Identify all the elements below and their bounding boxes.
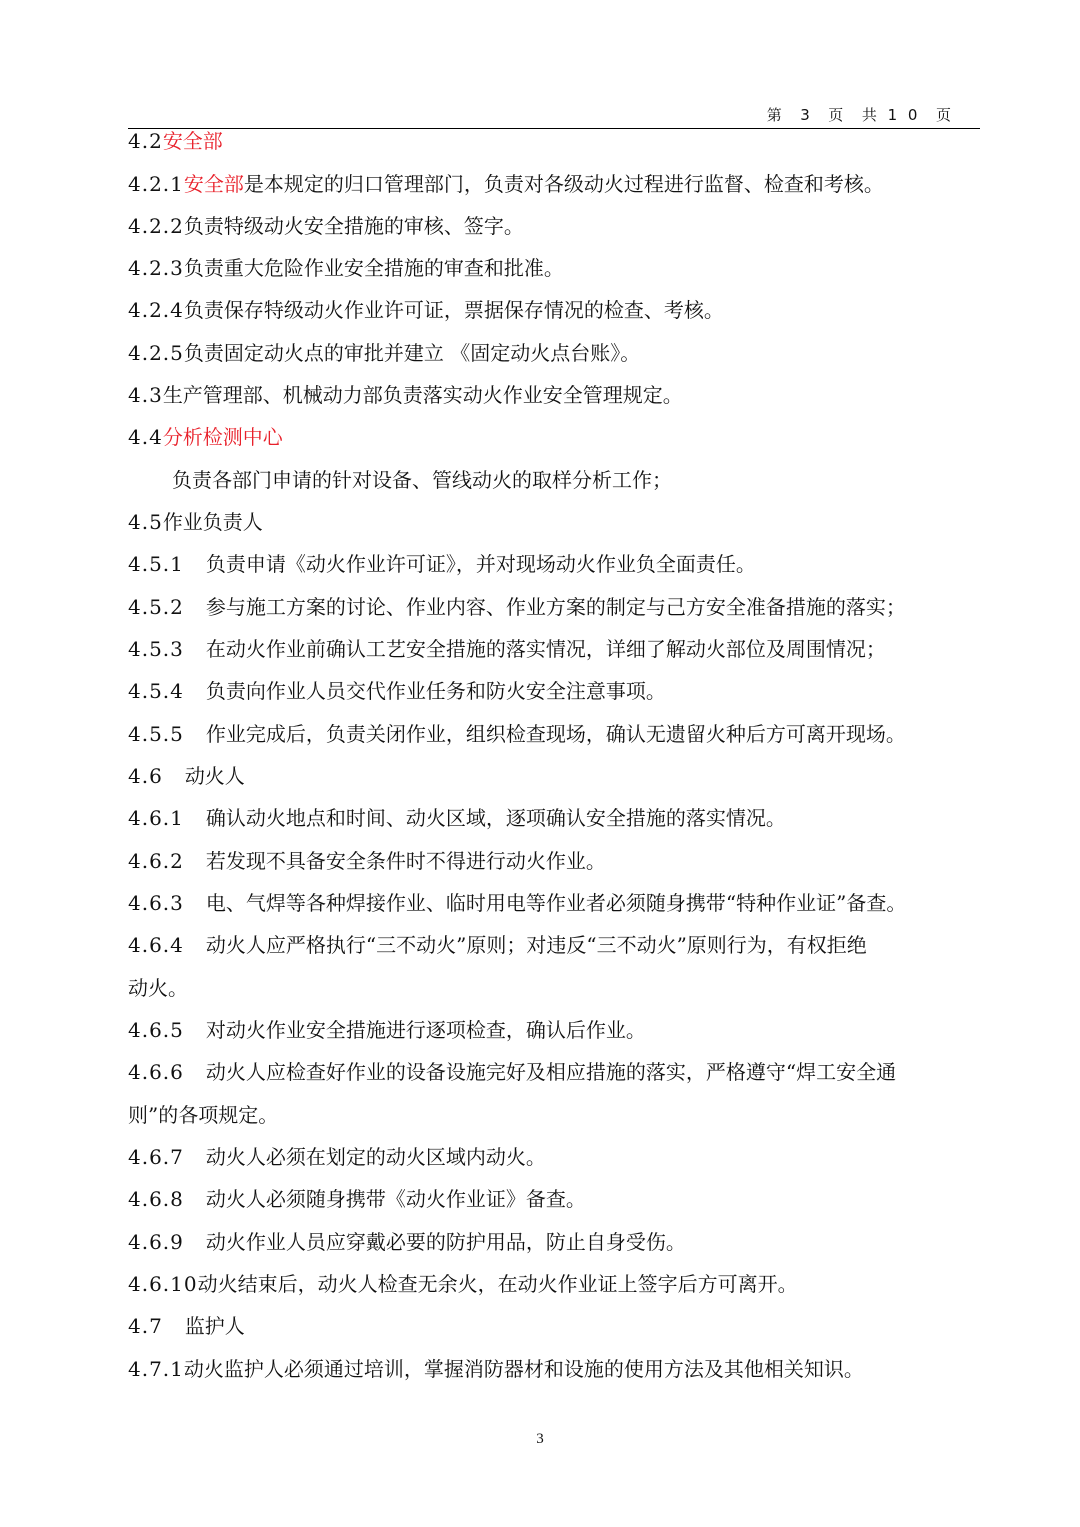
section-number: 4.2.4 (128, 298, 184, 322)
paragraph-line (128, 677, 988, 705)
line-text: 负责重大危险作业安全措施的审查和批准。 (183, 256, 564, 280)
section-number: 4.6.4 (128, 933, 184, 957)
paragraph-line (128, 1355, 988, 1383)
highlighted-department: 分析检测中心 (162, 425, 283, 449)
line-text: 负责固定动火点的审批并建立 《固定动火点台账》。 (183, 341, 641, 365)
line-text: 动火人应检查好作业的设备设施完好及相应措施的落实，严格遵守“焊工安全通 (205, 1060, 897, 1084)
paragraph-line (128, 1185, 988, 1213)
paragraph-line (128, 804, 988, 832)
section-number: 4.5.1 (128, 552, 184, 576)
section-number: 4.6.5 (128, 1018, 184, 1042)
section-number: 4.2.1 (128, 172, 184, 196)
page-number: 3 (536, 1431, 544, 1447)
paragraph-line (128, 423, 988, 451)
line-text: 参与施工方案的讨论、作业内容、作业方案的制定与己方安全准备措施的落实； (205, 595, 906, 619)
paragraph-line (128, 170, 988, 198)
line-text: 若发现不具备安全条件时不得进行动火作业。 (205, 849, 606, 873)
paragraph-line (128, 381, 988, 409)
section-number: 4.6.8 (128, 1187, 184, 1211)
line-text: 电、气焊等各种焊接作业、临时用电等作业者必须随身携带“特种作业证”备查。 (205, 891, 907, 915)
paragraph-line (128, 212, 988, 240)
line-text: 作业负责人 (162, 510, 263, 534)
page-indicator: 第 3 页 共 1 0 页 (766, 106, 954, 124)
paragraph-line (128, 127, 988, 155)
line-text: 动火人必须在划定的动火区域内动火。 (205, 1145, 546, 1169)
highlighted-department: 安全部 (183, 172, 244, 196)
line-text: 是本规定的归口管理部门，负责对各级动火过程进行监督、检查和考核。 (243, 172, 884, 196)
line-text: 动火作业人员应穿戴必要的防护用品，防止自身受伤。 (205, 1230, 686, 1254)
paragraph-line (128, 508, 988, 536)
line-text: 负责向作业人员交代作业任务和防火安全注意事项。 (205, 679, 666, 703)
section-number: 4.6.1 (128, 806, 184, 830)
paragraph-line (128, 974, 988, 1002)
highlighted-department: 安全部 (162, 129, 223, 153)
paragraph-line (128, 1228, 988, 1256)
section-number: 4.5 (128, 510, 163, 534)
line-text: 动火人必须随身携带《动火作业证》备查。 (205, 1187, 586, 1211)
section-number: 4.2 (128, 129, 163, 153)
line-text: 负责特级动火安全措施的审核、签字。 (183, 214, 524, 238)
paragraph-line (128, 1312, 988, 1340)
paragraph-line (128, 1101, 988, 1129)
paragraph-line (128, 720, 988, 748)
paragraph-line (128, 847, 988, 875)
line-text: 则”的各项规定。 (128, 1103, 279, 1127)
section-number: 4.2.2 (128, 214, 184, 238)
section-number: 4.6.10 (128, 1272, 198, 1296)
line-text: 作业完成后，负责关闭作业，组织检查现场，确认无遗留火种后方可离开现场。 (205, 722, 906, 746)
paragraph-line (128, 1016, 988, 1044)
section-number: 4.5.5 (128, 722, 184, 746)
line-text: 动火。 (128, 976, 188, 1000)
section-number: 4.5.2 (128, 595, 184, 619)
paragraph-line (128, 339, 988, 367)
line-text: 负责保存特级动火作业许可证，票据保存情况的检查、考核。 (183, 298, 724, 322)
line-text: 动火人 (184, 764, 245, 788)
paragraph-line (128, 296, 988, 324)
section-number: 4.6.6 (128, 1060, 184, 1084)
line-text: 对动火作业安全措施进行逐项检查，确认后作业。 (205, 1018, 646, 1042)
line-text: 生产管理部、机械动力部负责落实动火作业安全管理规定。 (162, 383, 683, 407)
section-number: 4.6 (128, 764, 163, 788)
section-number: 4.6.2 (128, 849, 184, 873)
paragraph-line (128, 889, 988, 917)
section-number: 4.3 (128, 383, 163, 407)
section-number: 4.7.1 (128, 1357, 184, 1381)
line-text: 动火监护人必须通过培训，掌握消防器材和设施的使用方法及其他相关知识。 (183, 1357, 864, 1381)
section-number: 4.4 (128, 425, 163, 449)
paragraph-line (128, 635, 988, 663)
line-text: 确认动火地点和时间、动火区域，逐项确认安全措施的落实情况。 (205, 806, 786, 830)
paragraph-line (128, 550, 988, 578)
line-text: 负责各部门申请的针对设备、管线动火的取样分析工作； (172, 468, 672, 492)
paragraph-line (128, 1270, 988, 1298)
paragraph-line (128, 762, 988, 790)
section-number: 4.7 (128, 1314, 163, 1338)
section-number: 4.6.3 (128, 891, 184, 915)
paragraph-line (128, 1058, 988, 1086)
line-text: 在动火作业前确认工艺安全措施的落实情况，详细了解动火部位及周围情况； (205, 637, 886, 661)
section-number: 4.6.7 (128, 1145, 184, 1169)
paragraph-line (128, 931, 988, 959)
line-text: 动火人应严格执行“三不动火”原则；对违反“三不动火”原则行为，有权拒绝 (205, 933, 867, 957)
section-number: 4.5.4 (128, 679, 184, 703)
section-number: 4.6.9 (128, 1230, 184, 1254)
section-number: 4.2.5 (128, 341, 184, 365)
line-text: 监护人 (184, 1314, 245, 1338)
section-number: 4.5.3 (128, 637, 184, 661)
line-text: 负责申请《动火作业许可证》，并对现场动火作业负全面责任。 (205, 552, 756, 576)
paragraph-line (128, 593, 988, 621)
paragraph-line (172, 466, 1032, 494)
paragraph-line (128, 254, 988, 282)
line-text: 动火结束后，动火人检查无余火，在动火作业证上签字后方可离开。 (197, 1272, 798, 1296)
paragraph-line (128, 1143, 988, 1171)
section-number: 4.2.3 (128, 256, 184, 280)
